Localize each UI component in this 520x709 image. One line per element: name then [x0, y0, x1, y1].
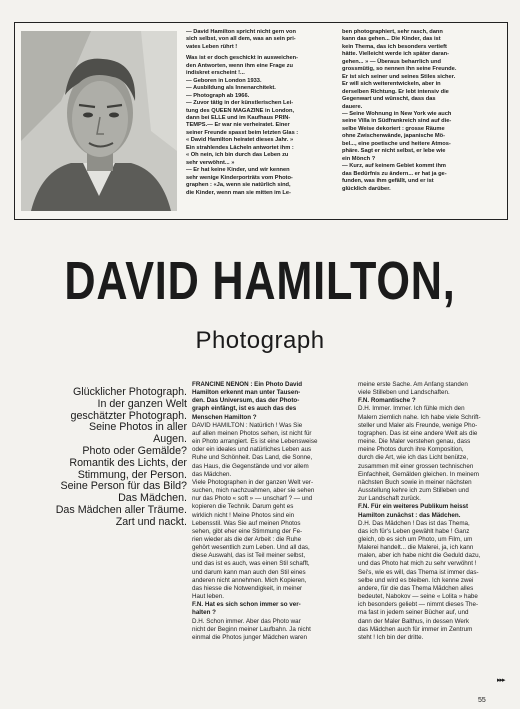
intro-column-1	[186, 29, 334, 197]
text-line: Hamilton erkennt man unter Tausen-	[192, 389, 301, 397]
text-line: — Photograph ab 1966.	[186, 92, 250, 99]
text-line: und das ist es auch, was einen Stil schafft,	[192, 560, 310, 568]
text-line: FRANCINE NENON : Ein Photo David	[192, 381, 303, 388]
tagline-line: Das Mädchen.	[118, 492, 187, 505]
text-line: D.H. Immer. Immer. Ich fühle mich den	[358, 405, 465, 413]
text-line: zur Landschaft zurück.	[358, 495, 421, 503]
text-line: indiskret erscheint !...	[186, 70, 245, 77]
tagline-line: Romantik des Lichts, der	[69, 456, 187, 469]
text-line: D.H. Das Mädchen ! Das ist das Thema,	[358, 519, 470, 527]
text-line: anderen nicht annehmen. Mich Kopieren,	[192, 576, 307, 584]
text-line: — David Hamilton spricht nicht gern von	[186, 29, 296, 35]
text-line: gehen... » — Überaus beharrlich und	[342, 58, 441, 65]
article-column-2	[358, 381, 504, 642]
text-line: — Er hat keine Kinder, und wir kennen	[186, 167, 290, 174]
text-line: gleich, ob es sich um Photo, um Film, um	[358, 535, 473, 543]
text-line: Was ist er doch geschickt in ausweichen-	[186, 55, 298, 62]
text-line: steller und Maler als Freunde, wenige Pho-	[358, 421, 478, 429]
page-number: 55	[478, 697, 486, 704]
text-line: sehr wenige Kinderporträts vom Photo-	[186, 174, 293, 181]
tagline-line: Das Mädchen aller Träume.	[55, 503, 187, 516]
text-line: selbe Weise dekoriert : grosse Räume	[342, 125, 445, 132]
text-line: Ausstellung kehre ich zum Stilleben und	[358, 487, 469, 495]
continue-arrows: ▸▸▸	[497, 677, 505, 684]
text-line: F.N. Für ein weiteres Publikum heisst	[358, 503, 469, 511]
text-line: Malerei handelt... die Malerei, ja, ich kann	[358, 544, 474, 552]
text-line: durch die Art, wie ich das Licht benütze,	[358, 454, 469, 462]
text-line: hätte. Vielleicht werde ich später daran-	[342, 51, 450, 58]
text-line: TEMPS.— Er war nie verheiratet. Einer	[186, 122, 290, 129]
text-line: — Zuvor tätig in der künstlerischen Lei-	[186, 100, 294, 107]
tagline	[24, 387, 187, 529]
text-line: Gegenwart und wünscht, dass das	[342, 96, 436, 103]
text-line: ein Mönch ?	[342, 155, 376, 162]
text-line: « David Hamilton heiratet dieses Jahr. »	[186, 137, 294, 144]
text-line: F.N. Romantische ?	[358, 397, 416, 405]
tagline-line: geschätzter Photograph.	[70, 409, 187, 422]
text-line: funden, was ihm gefällt, und er ist	[342, 178, 434, 185]
text-line: oder ein ideales und natürliches Leben aus	[192, 446, 312, 454]
text-line: malen, aber ich habe nicht die Geduld dazu,	[358, 552, 481, 560]
text-line: ohne Zwischenwände, japanische Mö-	[342, 133, 446, 140]
text-line: dann bei ELLE und im Kaufhaus PRIN-	[186, 114, 291, 121]
text-line: andere, für die das Thema Mädchen alles	[358, 584, 474, 592]
text-line: — Kurz, auf keinem Gebiet kommt ihm	[342, 163, 446, 170]
text-line: und das Photo hat mich zu sehr verwöhnt !	[358, 560, 477, 568]
text-line: — Ausbildung als Innenarchitekt.	[186, 85, 276, 92]
text-line: das Mädchen.	[192, 470, 232, 478]
text-line: nicht der Beginn meiner Laufbahn. Ja nicht	[192, 625, 311, 633]
text-line: suchen, mich nachzuahmen, aber sie sehen	[192, 487, 315, 495]
text-line: ben photographiert, sehr rasch, dann	[342, 29, 443, 35]
text-line: viele Stilleben und Landschaften.	[358, 389, 450, 397]
text-line: den. Das Universum, das der Photo-	[192, 397, 300, 405]
text-line: seine Villa in Südfrankreich sind auf die-	[342, 118, 452, 125]
text-line: meine erste Sache. Am Anfang standen	[358, 381, 468, 388]
text-line: das hiesse die Notwendigkeit, in meiner	[192, 584, 303, 592]
text-line: meine. Die Maler verstehen genau, dass	[358, 438, 471, 446]
tagline-line: Augen.	[153, 433, 187, 446]
text-line: DAVID HAMILTON : Natürlich ! Was Sie	[192, 421, 303, 429]
text-line: auf allen meinen Photos sehen, ist nicht für	[192, 429, 312, 437]
text-line: kein Thema, das ich besonders vertieft	[342, 43, 447, 50]
text-line: — Geboren in London 1933.	[186, 77, 262, 84]
text-line: graph einfängt, ist es auch das des	[192, 405, 297, 413]
text-line: bedeutet, Nabokov — seine « Lolita » habe	[358, 593, 478, 601]
text-line: rien wieder als die der Arbeit : die Ruhe	[192, 535, 302, 543]
text-line: zusammen mit einer grossen technischen	[358, 462, 474, 470]
text-line: Einfachheit, Gemälden gleichen. In meinem	[358, 470, 479, 478]
tagline-line: Glücklicher Photograph.	[72, 386, 187, 398]
text-line: ein Photo arrangiert. Es ist eine Lebensweise	[192, 438, 318, 446]
text-line: Ein strahlendes Lächeln antwortet ihm :	[186, 144, 294, 151]
portrait-illustration	[21, 31, 177, 211]
text-line: halten ?	[192, 609, 216, 617]
text-line: glücklich darüber.	[342, 185, 391, 192]
text-line: sehen, gibt eher eine Stimmung der Fe-	[192, 527, 303, 535]
text-line: tographen. Das ist eine andere Welt als die	[358, 429, 478, 437]
tagline-line: Seine Person für das Bild?	[60, 480, 187, 493]
text-line: bel..., eine poetische und heitere Atmos-	[342, 140, 451, 147]
text-line: das Bedürfnis zu ändern... er hat ja ge-	[342, 170, 447, 177]
text-line: die Kinder, wenn man sie mitten im Le-	[186, 189, 291, 196]
text-line: derselben Richtung. Er lebt intensiv die	[342, 88, 449, 95]
text-line: dauere.	[342, 103, 363, 110]
text-line: gehört wesentlich zum Leben. Und all das,	[192, 544, 310, 552]
text-line: D.H. Schon immer. Aber das Photo war	[192, 617, 301, 625]
text-line: meine Photos durch ihre Komposition,	[358, 446, 464, 454]
tagline-line: In der ganzen Welt	[97, 397, 187, 410]
tagline-line: Stimmung, der Person.	[77, 468, 187, 481]
tagline-line: Zart und nackt.	[115, 515, 187, 528]
text-line: grossmütig, so nennen ihn seine Freunde.	[342, 66, 457, 73]
text-line: Ruhe und Schönheit. Das Land, die Sonne,	[192, 454, 313, 462]
text-line: « Oh nein, ich bin durch das Leben zu	[186, 152, 289, 159]
text-line: kann das gehen... Die Kinder, das ist	[342, 36, 441, 43]
text-line: Lebensstil. Was Sie auf meinen Photos	[192, 519, 301, 527]
text-line: sich selbst, von all dem, was an sein pri-	[186, 36, 296, 43]
text-line: Er ist sich seiner und seines Stiles sicher.	[342, 73, 456, 80]
text-line: — Seine Wohnung in New York wie auch	[342, 110, 452, 117]
text-line: den Antworten, wenn ihm eine Frage zu	[186, 62, 293, 69]
portrait-photo	[21, 31, 177, 211]
text-line: das Haus, die Gegenstände und vor allem	[192, 462, 309, 470]
text-line: wirklich nicht ! Meine Photos sind ein	[192, 511, 295, 519]
text-line: kopieren die Technik. Darum geht es	[192, 503, 294, 511]
text-line: und darum kann man auch den Stil eines	[192, 568, 306, 576]
text-line: tung des QUEEN MAGAZINE in London,	[186, 107, 295, 114]
text-line: einmal die Photos junger Mädchen waren	[192, 633, 307, 641]
text-line: diese Auswahl, das ist Teil meiner selbst,	[192, 552, 306, 560]
text-line: Viele Photographen in der ganzen Welt ver-	[192, 478, 314, 486]
text-line: seiner Freunde spasst beim letzten Glas :	[186, 129, 299, 136]
text-line: das ich für's Leben gewählt habe ! Ganz	[358, 527, 470, 535]
text-line: Haut leben.	[192, 593, 224, 601]
text-line: Er will sich weiterentwickeln, aber in	[342, 81, 441, 88]
text-line: nur das Photo « soft » — unscharf ? — und	[192, 495, 313, 503]
article-subtitle: Photograph	[195, 327, 325, 354]
text-line: ich besonders geliebt — nimmt dieses The-	[358, 601, 479, 609]
tagline-line: Photo oder Gemälde?	[82, 444, 187, 457]
text-line: Sei's, wie es will, das Thema ist immer das-	[358, 568, 479, 576]
text-line: Hamilton zunächst : das Mädchen.	[358, 511, 461, 519]
text-line: vates Leben rührt !	[186, 43, 238, 50]
intro-box	[14, 22, 508, 220]
text-line: graphen : «Ja, wenn sie natürlich sind,	[186, 182, 291, 189]
text-line: sehr verwöhnt... »	[186, 159, 235, 166]
text-line: F.N. Hat es sich schon immer so ver-	[192, 601, 301, 609]
text-line: nächsten Buch sowie in meiner nächsten	[358, 478, 472, 486]
text-line: Malern ziemlich nahe. Ich habe viele Schrift-	[358, 413, 481, 421]
text-line: ma fast in jedem seiner Bücher auf, und	[358, 609, 469, 617]
text-line: phäre. Sagt er nicht selbst, er lebe wie	[342, 148, 446, 155]
tagline-line: Seine Photos in aller	[88, 421, 187, 434]
text-line: das Mädchen auch für immer im Zentrum	[358, 625, 473, 633]
article-column-1	[192, 381, 349, 642]
article-title: DAVID HAMILTON,	[64, 251, 456, 311]
intro-column-2	[342, 29, 503, 193]
text-line: selbe und wird es bleiben. Ich kenne zwei	[358, 576, 474, 584]
text-line: Menschen Hamilton ?	[192, 413, 257, 421]
text-line: dann der Maler Balthus, in dessen Werk	[358, 617, 470, 625]
text-line: steht ! Ich bin der dritte.	[358, 633, 424, 641]
